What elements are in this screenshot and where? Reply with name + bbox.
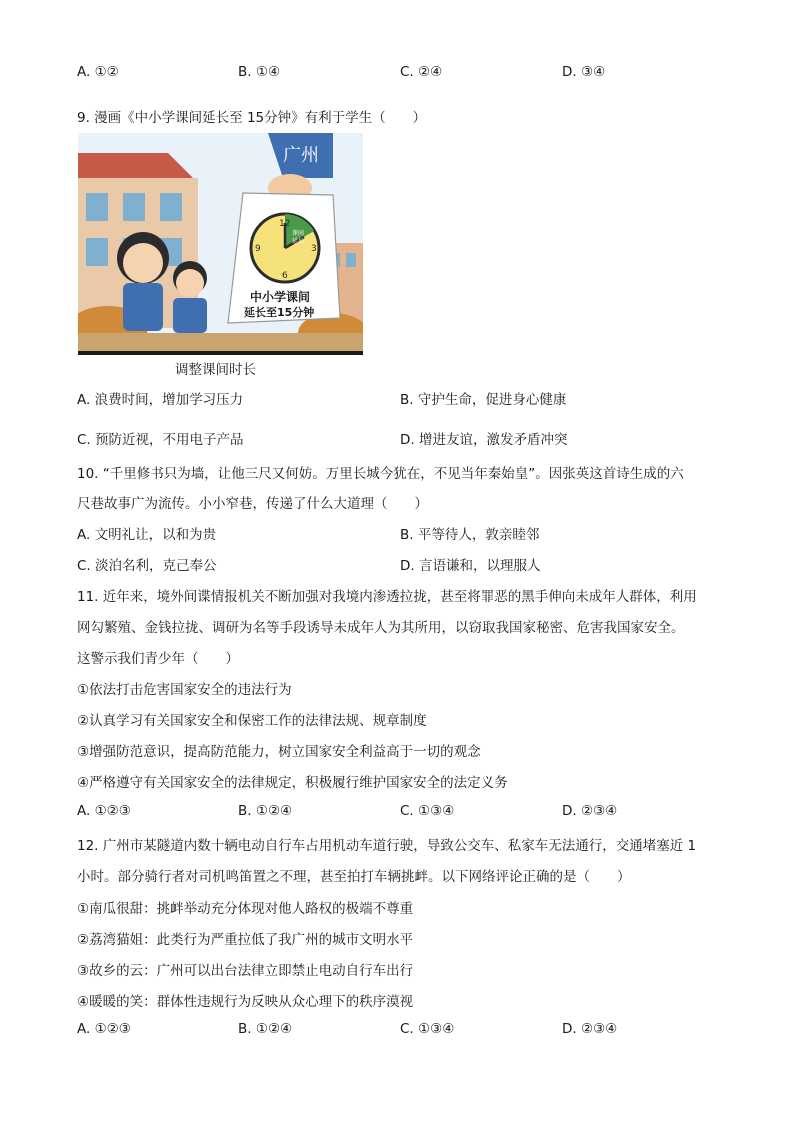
guangzhou-tag: 广州 (283, 145, 319, 166)
q11-stem-line-3: 这警示我们青少年（ ） (77, 651, 239, 667)
q9-option-d: D. 增进友谊，激发矛盾冲突 (400, 432, 568, 448)
q11-stem-line-1: 11. 近年来，境外间谍情报机关不断加强对我境内渗透拉拢，甚至将罪恶的黑手伸向未成年人群体，利用 (77, 589, 697, 605)
q12-option-d: D. ②③④ (562, 1021, 618, 1037)
q11-stem-line-2: 网勾繁殖、金钱拉拢、调研为名等手段诱导未成年人为其所用，以窃取我国家秘密、危害我国家安全。 (77, 620, 685, 636)
boy-face (176, 269, 204, 297)
svg-text:3: 3 (311, 244, 317, 254)
svg-text:6: 6 (282, 271, 288, 281)
q11-item-1: ①依法打击危害国家安全的违法行为 (77, 682, 292, 698)
q10-option-c: C. 淡泊名利，克己奉公 (77, 558, 217, 574)
q11-item-3: ③增强防范意识，提高防范能力，树立国家安全利益高于一切的观念 (77, 744, 481, 760)
q10-option-a: A. 文明礼让，以和为贵 (77, 527, 217, 543)
q11-option-b: B. ①②④ (238, 803, 293, 819)
q11-option-c: C. ①③④ (400, 803, 455, 819)
q10-stem-line-2: 尺巷故事广为流传。小小窄巷，传递了什么大道理（ ） (77, 496, 428, 512)
q12-item-3: ③故乡的云：广州可以出台法律立即禁止电动自行车出行 (77, 963, 414, 979)
q10-option-d: D. 言语谦和，以理服人 (400, 558, 541, 574)
figure-caption: 调整课间时长 (175, 362, 256, 378)
q8-option-a: A. ①② (77, 64, 119, 80)
q11-item-2: ②认真学习有关国家安全和保密工作的法律法规、规章制度 (77, 713, 427, 729)
svg-text:延长: 延长 (292, 238, 305, 245)
cartoon-figure (78, 133, 363, 355)
q8-option-b: B. ①④ (238, 64, 281, 80)
q8-option-d: D. ③④ (562, 64, 606, 80)
boy-body (173, 298, 207, 333)
girl-body (123, 283, 163, 331)
sign-text-1: 中小学课间 (250, 290, 311, 304)
girl-face (123, 243, 163, 283)
q9-option-c: C. 预防近视，不用电子产品 (77, 432, 244, 448)
q12-stem-line-1: 12. 广州市某隧道内数十辆电动自行车占用机动车道行驶，导致公交车、私家车无法通行，交通堵塞近 1 (77, 838, 697, 854)
q9-option-a: A. 浪费时间，增加学习压力 (77, 392, 244, 408)
q12-option-b: B. ①②④ (238, 1021, 293, 1037)
q12-option-c: C. ①③④ (400, 1021, 455, 1037)
q12-stem-line-2: 小时。部分骑行者对司机鸣笛置之不理，甚至拍打车辆挑衅。以下网络评论正确的是（ ） (77, 869, 631, 885)
q12-item-4: ④暖暖的笑：群体性违规行为反映从众心理下的秩序漠视 (77, 994, 414, 1010)
q9-option-b: B. 守护生命，促进身心健康 (400, 392, 567, 408)
q9-stem: 9. 漫画《中小学课间延长至 15分钟》有利于学生（ ） (77, 110, 427, 126)
q12-item-2: ②荔湾猫姐：此类行为严重拉低了我广州的城市文明水平 (77, 932, 414, 948)
svg-text:12: 12 (279, 219, 291, 229)
svg-text:课间: 课间 (292, 230, 305, 237)
sign-text-2: 延长至15分钟 (244, 306, 315, 319)
svg-text:9: 9 (255, 244, 261, 254)
q11-item-4: ④严格遵守有关国家安全的法律规定，积极履行维护国家安全的法定义务 (77, 775, 508, 791)
q11-option-d: D. ②③④ (562, 803, 618, 819)
q12-item-1: ①南瓜很甜：挑衅举动充分体现对他人路权的极端不尊重 (77, 901, 414, 917)
q10-stem-line-1: 10. “千里修书只为墙，让他三尺又何妨。万里长城今犹在，不见当年秦始皇”。因张英这首诗生成的六 (77, 466, 684, 482)
q10-option-b: B. 平等待人，敦亲睦邻 (400, 527, 540, 543)
q12-option-a: A. ①②③ (77, 1021, 131, 1037)
q8-option-c: C. ②④ (400, 64, 443, 80)
q11-option-a: A. ①②③ (77, 803, 131, 819)
